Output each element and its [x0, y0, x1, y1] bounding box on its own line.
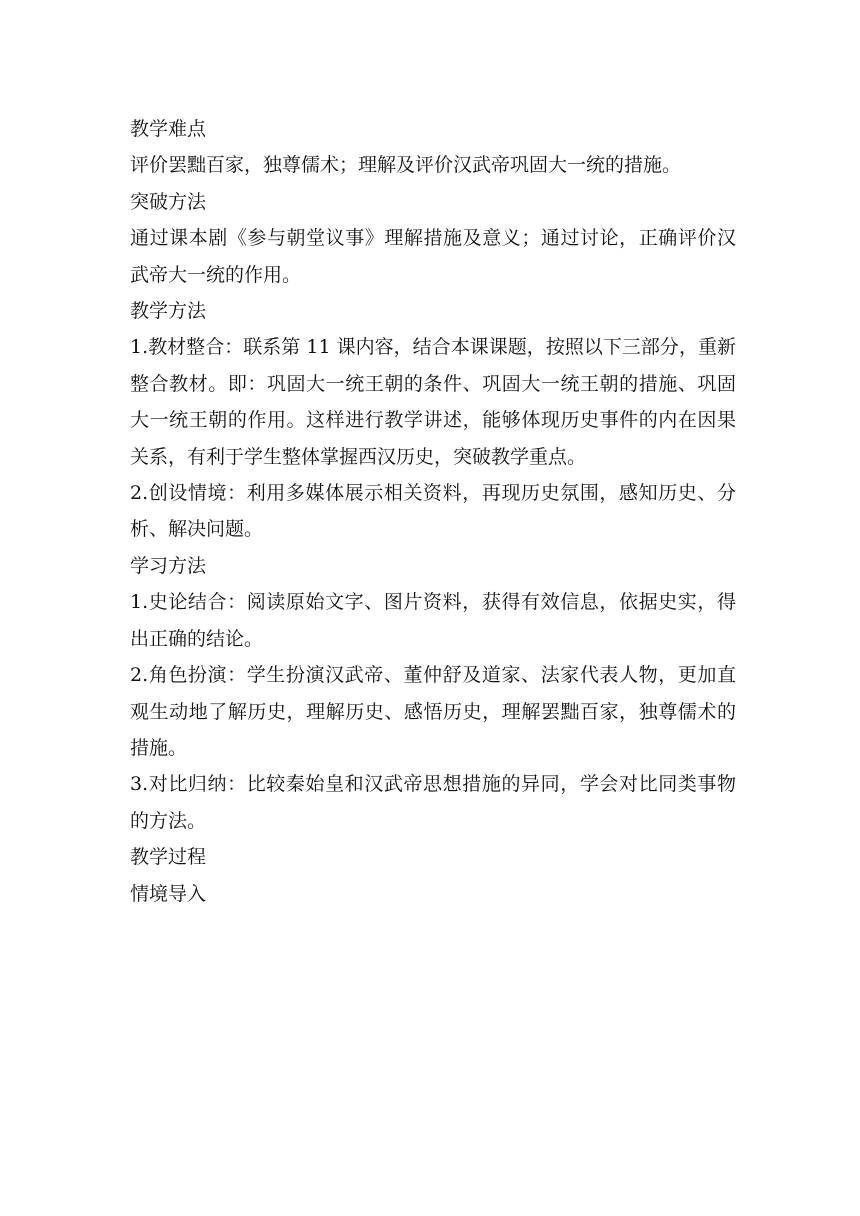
paragraph-learning-method-1: 1.史论结合：阅读原始文字、图片资料，获得有效信息，依据史实，得出正确的结论。: [130, 591, 736, 650]
paragraph-teaching-difficulty: 评价罢黜百家，独尊儒术；理解及评价汉武帝巩固大一统的措施。: [130, 154, 682, 177]
heading-teaching-method: 教学方法: [130, 300, 207, 323]
paragraph-teaching-method-1: 1.教材整合：联系第 11 课内容，结合本课课题，按照以下三部分，重新整合教材。即：巩固大一统王朝的条件、巩固大一统王朝的措施、巩固大一统王朝的作用。这样进行教学讲述，能够体现历史事件的内在因果关系，有利于学生整体掌握西汉历史，突破教学重点。: [130, 336, 736, 468]
paragraph-learning-method-3: 3.对比归纳：比较秦始皇和汉武帝思想措施的异同，学会对比同类事物的方法。: [130, 773, 736, 832]
paragraph-teaching-method-2: 2.创设情境：利用多媒体展示相关资料，再现历史氛围，感知历史、分析、解决问题。: [130, 482, 736, 541]
heading-breakthrough-method: 突破方法: [130, 190, 207, 213]
paragraph-breakthrough-method: 通过课本剧《参与朝堂议事》理解措施及意义；通过讨论，正确评价汉武帝大一统的作用。: [130, 227, 736, 286]
document-body: [130, 111, 736, 912]
paragraph-learning-method-2: 2.角色扮演：学生扮演汉武帝、董仲舒及道家、法家代表人物，更加直观生动地了解历史，理解历史、感悟历史，理解罢黜百家，独尊儒术的措施。: [130, 664, 736, 759]
heading-learning-method: 学习方法: [130, 554, 207, 577]
heading-teaching-process: 教学过程: [130, 846, 207, 869]
heading-teaching-difficulty: 教学难点: [130, 118, 207, 140]
heading-scenario-introduction: 情境导入: [130, 882, 207, 905]
